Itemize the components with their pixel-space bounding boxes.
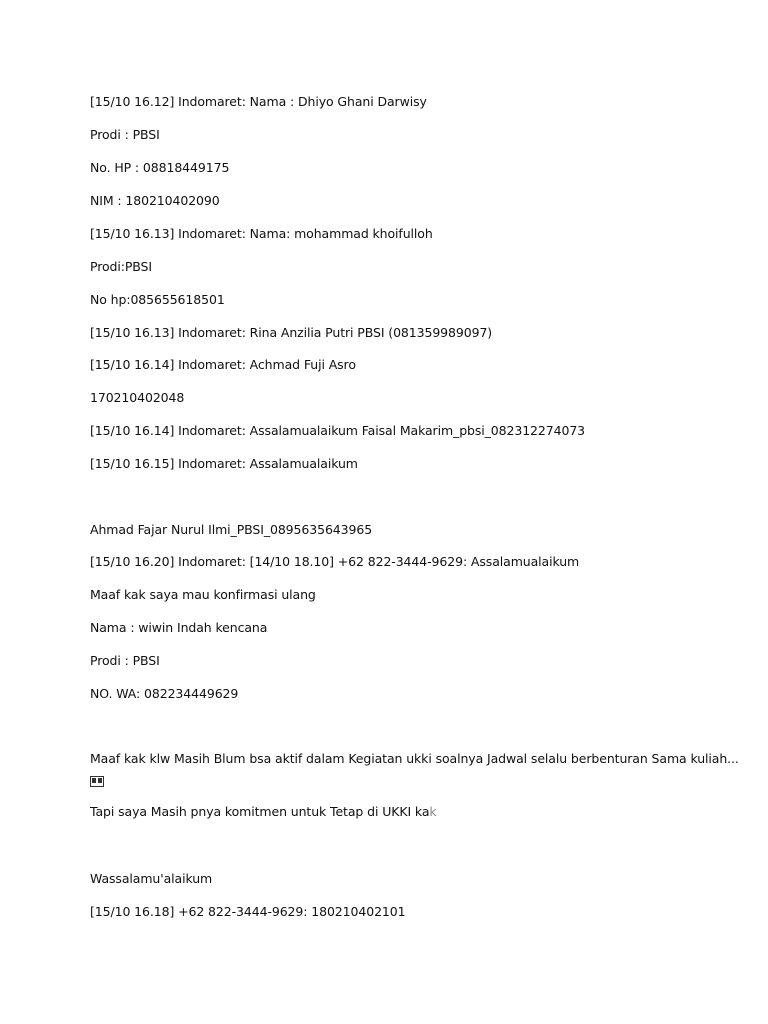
- message-line: Prodi : PBSI: [90, 127, 160, 142]
- message-line: [15/10 16.20] Indomaret: [14/10 18.10] +62 822-3444-9629: Assalamualaikum: [90, 554, 580, 569]
- message-line: [15/10 16.12] Indomaret: Nama : Dhiyo Ghani Darwisy: [90, 94, 427, 109]
- emoji-placeholder-icon: [90, 776, 104, 787]
- message-line: [90, 804, 437, 820]
- message-line: NO. WA: 082234449629: [90, 686, 239, 701]
- message-line: Maaf kak saya mau konfirmasi ulang: [90, 587, 316, 602]
- message-text-trailing: k: [429, 804, 437, 819]
- message-text: Tapi saya Masih pnya komitmen untuk Tetap di UKKI ka: [90, 804, 430, 819]
- message-line: NIM : 180210402090: [90, 193, 220, 208]
- message-line: [15/10 16.13] Indomaret: Nama: mohammad khoifulloh: [90, 226, 433, 241]
- message-line: Maaf kak klw Masih Blum bsa aktif dalam Kegiatan ukki soalnya Jadwal selalu berbenturan Sama kuliah...: [90, 751, 739, 766]
- message-line: Prodi:PBSI: [90, 259, 152, 274]
- message-line: Ahmad Fajar Nurul Ilmi_PBSI_0895635643965: [90, 522, 373, 537]
- message-line: Nama : wiwin Indah kencana: [90, 620, 268, 635]
- message-line: [15/10 16.18] +62 822-3444-9629: 180210402101: [90, 904, 406, 919]
- message-line: [15/10 16.14] Indomaret: Achmad Fuji Asro: [90, 357, 356, 372]
- message-line: No. HP : 08818449175: [90, 160, 230, 175]
- message-line: [90, 773, 104, 789]
- message-line: [15/10 16.14] Indomaret: Assalamualaikum Faisal Makarim_pbsi_082312274073: [90, 423, 586, 438]
- message-line: Prodi : PBSI: [90, 653, 160, 668]
- message-line: No hp:085655618501: [90, 292, 225, 307]
- message-line: 170210402048: [90, 390, 185, 405]
- message-line: [15/10 16.13] Indomaret: Rina Anzilia Putri PBSI (081359989097): [90, 325, 493, 340]
- message-line: [15/10 16.15] Indomaret: Assalamualaikum: [90, 456, 358, 471]
- message-line: Wassalamu'alaikum: [90, 871, 213, 886]
